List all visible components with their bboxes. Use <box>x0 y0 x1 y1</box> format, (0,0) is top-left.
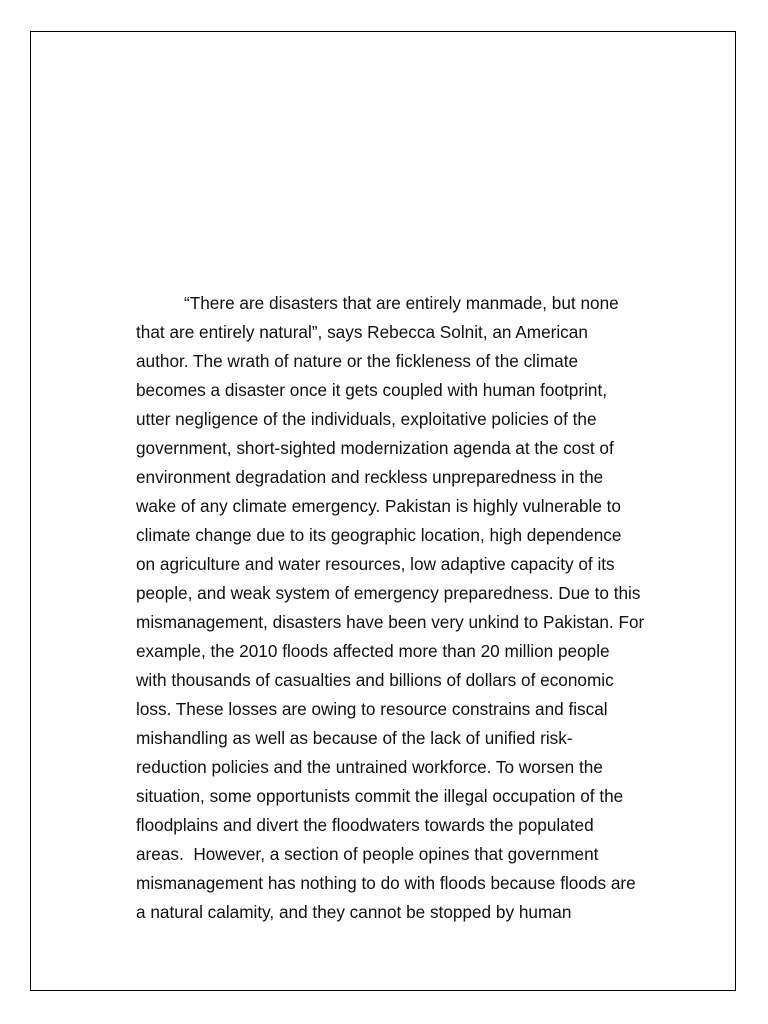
paragraph-line: “There are disasters that are entirely manmade, but none <box>184 293 619 313</box>
body-paragraph <box>136 289 656 927</box>
paragraph-line: reduction policies and the untrained workforce. To worsen the <box>136 757 603 777</box>
paragraph-line: floodplains and divert the floodwaters towards the populated <box>136 815 594 835</box>
paragraph-line: mishandling as well as because of the lack of unified risk- <box>136 728 573 748</box>
paragraph-line: environment degradation and reckless unpreparedness in the <box>136 467 604 487</box>
paragraph-line: with thousands of casualties and billions of dollars of economic <box>136 670 614 690</box>
paragraph-line: people, and weak system of emergency preparedness. Due to this <box>136 583 641 603</box>
paragraph-line: loss. These losses are owing to resource constrains and fiscal <box>136 699 608 719</box>
paragraph-line: that are entirely natural”, says Rebecca Solnit, an American <box>136 322 588 342</box>
paragraph-line: mismanagement, disasters have been very unkind to Pakistan. For <box>136 612 645 632</box>
paragraph-line: government, short-sighted modernization agenda at the cost of <box>136 438 614 458</box>
paragraph-line: mismanagement has nothing to do with floods because floods are <box>136 873 636 893</box>
paragraph-line: a natural calamity, and they cannot be stopped by human <box>136 902 572 922</box>
paragraph-line: becomes a disaster once it gets coupled with human footprint, <box>136 380 608 400</box>
paragraph-line: on agriculture and water resources, low adaptive capacity of its <box>136 554 615 574</box>
paragraph-line: areas. However, a section of people opines that government <box>136 844 599 864</box>
paragraph-line: example, the 2010 floods affected more than 20 million people <box>136 641 610 661</box>
document-page <box>30 31 736 991</box>
paragraph-line: situation, some opportunists commit the illegal occupation of the <box>136 786 624 806</box>
paragraph-line: utter negligence of the individuals, exploitative policies of the <box>136 409 597 429</box>
paragraph-line: climate change due to its geographic location, high dependence <box>136 525 622 545</box>
paragraph-line: author. The wrath of nature or the fickleness of the climate <box>136 351 579 371</box>
paragraph-line: wake of any climate emergency. Pakistan is highly vulnerable to <box>136 496 621 516</box>
